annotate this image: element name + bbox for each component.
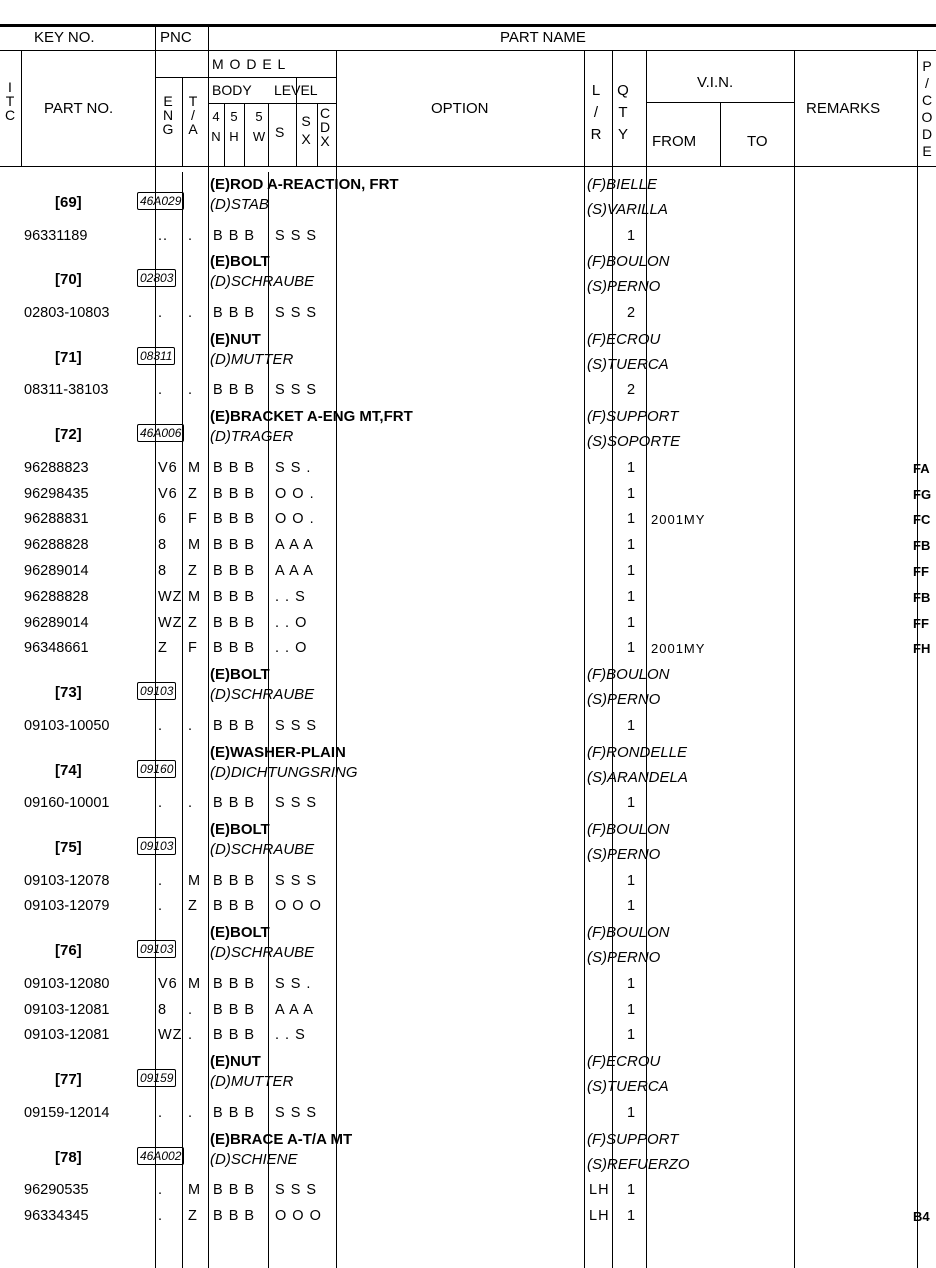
part-name-french: (F)SUPPORT <box>587 408 679 426</box>
body-code: B B B <box>213 382 256 399</box>
body-code: B B B <box>213 1208 256 1224</box>
ta-code: Z <box>188 1208 198 1224</box>
eng-code: . <box>158 305 164 321</box>
part-name-german: (D)STAB <box>210 196 269 213</box>
pcode-value: FA <box>913 460 930 476</box>
ta-code: . <box>188 305 194 321</box>
pnc-box: 09103 <box>137 837 176 855</box>
key-no: [70] <box>55 271 82 289</box>
ta-code: M <box>188 975 202 992</box>
part-name-spanish: (S)PERNO <box>587 846 661 863</box>
pcode-value: FF <box>913 564 929 579</box>
pnc-box: 08311 <box>137 347 175 365</box>
qty-value: 1 <box>627 795 637 812</box>
part-name-german: (D)MUTTER <box>210 1073 294 1091</box>
body-code: B B B <box>213 1001 256 1018</box>
body-code: B B B <box>213 305 256 321</box>
key-no: [73] <box>55 684 82 702</box>
part-name-spanish: (S)TUERCA <box>587 355 669 373</box>
ta-code: M <box>188 1182 202 1199</box>
body-code: B B B <box>213 1027 256 1044</box>
pcode-value: FH <box>913 641 931 657</box>
eng-code: . <box>158 717 164 734</box>
ta-code: . <box>188 227 194 244</box>
table-column-line <box>268 172 269 1268</box>
eng-code: . <box>158 1208 164 1224</box>
qty-value: 1 <box>627 227 637 244</box>
part-name-german: (D)SCHRAUBE <box>210 273 315 291</box>
table-column-line <box>268 103 269 166</box>
body-code: B B B <box>213 795 256 812</box>
part-name-english: (E)NUT <box>210 1053 261 1071</box>
part-number: 96334345 <box>24 1208 89 1224</box>
part-number: 09103-12080 <box>24 975 110 992</box>
header-to: TO <box>747 133 768 150</box>
part-number: 96288831 <box>24 511 89 528</box>
header-body-5h: 5 H <box>229 109 239 144</box>
pcode-value: FF <box>913 615 929 631</box>
pnc-box: 09103 <box>137 940 176 958</box>
pnc-box: 09103 <box>137 682 176 700</box>
header-level-sx: S X <box>301 113 311 147</box>
part-number: 09159-12014 <box>24 1104 110 1121</box>
header-body-5w: 5 W <box>252 109 266 144</box>
qty-value: 1 <box>627 537 637 554</box>
qty-value: 1 <box>627 563 637 579</box>
level-code: . . O <box>275 640 308 657</box>
part-name-german: (D)MUTTER <box>210 350 294 368</box>
ta-code: M <box>188 872 202 889</box>
key-no: [71] <box>55 348 82 366</box>
part-name-german: (D)TRAGER <box>210 428 294 446</box>
body-code: B B B <box>213 1104 256 1121</box>
pnc-box: 02803 <box>137 269 176 287</box>
qty-value: 1 <box>627 511 637 528</box>
part-number: 09103-12078 <box>24 872 110 889</box>
ta-code: Z <box>188 485 198 502</box>
part-name-french: (F)BOULON <box>587 253 670 271</box>
key-no: [77] <box>55 1071 82 1089</box>
level-code: S S . <box>275 975 312 992</box>
pnc-box: 09160 <box>137 760 176 778</box>
pnc-box: 46A029 <box>137 192 184 210</box>
header-key-no: KEY NO. <box>34 29 95 46</box>
level-code: S S S <box>275 1104 318 1121</box>
level-code: O O . <box>275 511 315 528</box>
header-vin: V.I.N. <box>697 74 734 91</box>
part-name-english: (E)ROD A-REACTION, FRT <box>210 176 399 193</box>
part-number: 96290535 <box>24 1182 89 1199</box>
part-name-spanish: (S)PERNO <box>587 691 661 709</box>
level-code: A A A <box>275 1001 314 1018</box>
level-code: S S S <box>275 1182 318 1199</box>
qty-value: 1 <box>627 485 637 502</box>
header-body: BODY <box>212 82 252 98</box>
header-lr: L / R <box>590 82 602 143</box>
eng-code: V6 <box>158 975 178 992</box>
part-name-french: (F)BOULON <box>587 924 670 942</box>
part-name-german: (D)SCHIENE <box>210 1150 298 1168</box>
level-code: S S . <box>275 459 312 476</box>
ta-code: Z <box>188 898 198 915</box>
part-number: 96288828 <box>24 588 89 605</box>
eng-code: . <box>158 382 164 399</box>
level-code: S S S <box>275 382 318 399</box>
part-name-spanish: (S)SOPORTE <box>587 433 681 451</box>
part-name-spanish: (S)PERNO <box>587 278 661 296</box>
ta-code: F <box>188 640 198 657</box>
part-name-english: (E)BOLT <box>210 253 270 271</box>
eng-code: . <box>158 1182 164 1199</box>
body-code: B B B <box>213 640 256 657</box>
part-number: 09103-12079 <box>24 898 110 915</box>
body-code: B B B <box>213 588 256 605</box>
header-eng: E N G <box>162 93 174 137</box>
body-code: B B B <box>213 511 256 528</box>
body-code: B B B <box>213 614 256 631</box>
ta-code: . <box>188 717 194 734</box>
ta-code: Z <box>188 563 198 579</box>
part-number: 96298435 <box>24 485 89 502</box>
qty-value: 2 <box>627 305 637 321</box>
eng-code: V6 <box>158 459 178 476</box>
ta-code: Z <box>188 614 198 631</box>
level-code: . . S <box>275 588 306 605</box>
key-no: [78] <box>55 1148 82 1166</box>
body-code: B B B <box>213 485 256 502</box>
vin-from: 2001MY <box>651 512 706 528</box>
body-code: B B B <box>213 227 256 244</box>
level-code: A A A <box>275 537 314 554</box>
part-number: 96288823 <box>24 459 89 476</box>
level-code: S S S <box>275 227 318 244</box>
part-name-german: (D)SCHRAUBE <box>210 944 315 962</box>
header-part-no: PART NO. <box>44 100 114 117</box>
part-name-french: (F)RONDELLE <box>587 743 688 761</box>
qty-value: 1 <box>627 872 637 889</box>
header-model: M O D E L <box>212 56 287 72</box>
eng-code: 8 <box>158 537 168 554</box>
qty-value: 1 <box>627 640 637 657</box>
eng-code: WZ <box>158 588 183 605</box>
level-code: O O O <box>275 1208 322 1224</box>
header-level-cdx: C D X <box>319 105 331 149</box>
level-code: . . S <box>275 1027 306 1044</box>
header-ta: T / A <box>188 93 198 137</box>
part-name-english: (E)NUT <box>210 330 261 348</box>
ta-code: M <box>188 588 202 605</box>
eng-code: V6 <box>158 485 178 502</box>
part-name-english: (E)BOLT <box>210 924 270 942</box>
pnc-box: 46A002 <box>137 1147 184 1165</box>
pcode-value: FC <box>913 512 931 528</box>
qty-value: 1 <box>627 1001 637 1018</box>
qty-value: 2 <box>627 382 637 399</box>
level-code: O O O <box>275 898 322 915</box>
ta-code: . <box>188 382 194 399</box>
key-no: [69] <box>55 194 82 211</box>
qty-value: 1 <box>627 975 637 992</box>
part-number: 09103-12081 <box>24 1027 110 1044</box>
qty-value: 1 <box>627 1182 637 1199</box>
ta-code: M <box>188 537 202 554</box>
eng-code: Z <box>158 640 168 657</box>
key-no: [76] <box>55 942 82 960</box>
body-code: B B B <box>213 717 256 734</box>
ta-code: . <box>188 1001 194 1018</box>
header-pcode: P / C O D E <box>921 58 933 159</box>
ta-code: M <box>188 459 202 476</box>
key-no: [74] <box>55 761 82 779</box>
header-option: OPTION <box>431 100 489 117</box>
part-name-english: (E)BRACE A-T/A MT <box>210 1130 353 1148</box>
level-code: O O . <box>275 485 315 502</box>
table-column-line <box>182 172 183 1268</box>
part-number: 96348661 <box>24 640 89 657</box>
vin-from: 2001MY <box>651 641 706 657</box>
body-code: B B B <box>213 1182 256 1199</box>
part-name-french: (F)BOULON <box>587 821 670 838</box>
table-column-line <box>917 50 918 1268</box>
table-column-line <box>720 102 721 166</box>
eng-code: . <box>158 795 164 812</box>
eng-code: WZ <box>158 614 183 631</box>
part-name-german: (D)SCHRAUBE <box>210 686 315 704</box>
table-column-line <box>584 50 585 1268</box>
header-level-s: S <box>275 124 285 140</box>
part-number: 96288828 <box>24 537 89 554</box>
table-column-line <box>646 50 647 1268</box>
table-column-line <box>244 103 245 166</box>
pcode-value: FB <box>913 589 931 605</box>
header-part-name: PART NAME <box>500 29 586 46</box>
table-column-line <box>336 172 337 1268</box>
part-name-german: (D)DICHTUNGSRING <box>210 763 358 781</box>
part-name-french: (F)BIELLE <box>587 176 658 193</box>
pcode-value: FG <box>913 486 932 502</box>
part-name-german: (D)SCHRAUBE <box>210 841 315 858</box>
qty-value: 1 <box>627 459 637 476</box>
eng-code: . <box>158 872 164 889</box>
body-code: B B B <box>213 898 256 915</box>
eng-code: 6 <box>158 511 168 528</box>
part-name-english: (E)BRACKET A-ENG MT,FRT <box>210 408 413 426</box>
level-code: S S S <box>275 305 318 321</box>
part-number: 96289014 <box>24 563 89 579</box>
ta-code: . <box>188 795 194 812</box>
level-code: S S S <box>275 872 318 889</box>
part-number: 09103-10050 <box>24 717 110 734</box>
part-number: 09160-10001 <box>24 795 110 812</box>
part-name-english: (E)WASHER-PLAIN <box>210 743 346 761</box>
table-column-line <box>224 103 225 166</box>
ta-code: . <box>188 1027 194 1044</box>
eng-code: 8 <box>158 563 168 579</box>
table-column-line <box>155 24 156 1268</box>
ta-code: . <box>188 1104 194 1121</box>
table-column-line <box>182 77 183 166</box>
header-body-4n: 4 N <box>211 109 221 144</box>
eng-code: . <box>158 1104 164 1121</box>
part-name-spanish: (S)REFUERZO <box>587 1155 690 1173</box>
pcode-value: FB <box>913 538 931 554</box>
eng-code: WZ <box>158 1027 183 1044</box>
qty-value: 1 <box>627 898 637 915</box>
part-name-spanish: (S)TUERCA <box>587 1078 669 1096</box>
pcode-value: B4 <box>913 1209 930 1224</box>
body-code: B B B <box>213 872 256 889</box>
qty-value: 1 <box>627 1104 637 1121</box>
qty-value: 1 <box>627 717 637 734</box>
pnc-box: 09159 <box>137 1069 176 1087</box>
part-name-english: (E)BOLT <box>210 666 270 684</box>
part-number: 96331189 <box>24 227 88 244</box>
header-level: LEVEL <box>274 82 318 98</box>
header-pnc: PNC <box>160 29 192 46</box>
eng-code: . <box>158 898 164 915</box>
qty-value: 1 <box>627 1208 637 1224</box>
lr-value: LH <box>589 1208 610 1224</box>
header-itc: I T C <box>4 79 16 123</box>
table-column-line <box>296 77 297 166</box>
part-number: 08311-38103 <box>24 382 109 399</box>
part-name-spanish: (S)ARANDELA <box>587 768 688 786</box>
header-qty: Q T Y <box>617 82 629 143</box>
qty-value: 1 <box>627 614 637 631</box>
part-name-spanish: (S)PERNO <box>587 949 661 967</box>
level-code: . . O <box>275 614 308 631</box>
header-from: FROM <box>652 133 697 150</box>
part-name-spanish: (S)VARILLA <box>587 201 668 218</box>
header-remarks: REMARKS <box>806 100 881 117</box>
level-code: S S S <box>275 717 318 734</box>
pnc-box: 46A006 <box>137 424 184 442</box>
table-column-line <box>317 103 318 166</box>
level-code: S S S <box>275 795 318 812</box>
key-no: [72] <box>55 426 82 444</box>
table-column-line <box>208 172 209 1268</box>
body-code: B B B <box>213 537 256 554</box>
part-number: 96289014 <box>24 614 89 631</box>
part-name-french: (F)ECROU <box>587 1053 661 1071</box>
table-column-line <box>612 50 613 1268</box>
level-code: A A A <box>275 563 314 579</box>
table-column-line <box>794 50 795 1268</box>
lr-value: LH <box>589 1182 610 1199</box>
eng-code: .. <box>158 227 169 244</box>
part-name-french: (F)BOULON <box>587 666 670 684</box>
eng-code: 8 <box>158 1001 168 1018</box>
qty-value: 1 <box>627 588 637 605</box>
ta-code: F <box>188 511 198 528</box>
table-column-line <box>21 50 22 166</box>
part-number: 02803-10803 <box>24 305 110 321</box>
part-name-french: (F)ECROU <box>587 330 661 348</box>
part-name-english: (E)BOLT <box>210 821 270 838</box>
body-code: B B B <box>213 459 256 476</box>
body-code: B B B <box>213 975 256 992</box>
qty-value: 1 <box>627 1027 637 1044</box>
part-name-french: (F)SUPPORT <box>587 1130 679 1148</box>
part-number: 09103-12081 <box>24 1001 110 1018</box>
key-no: [75] <box>55 839 82 856</box>
body-code: B B B <box>213 563 256 579</box>
